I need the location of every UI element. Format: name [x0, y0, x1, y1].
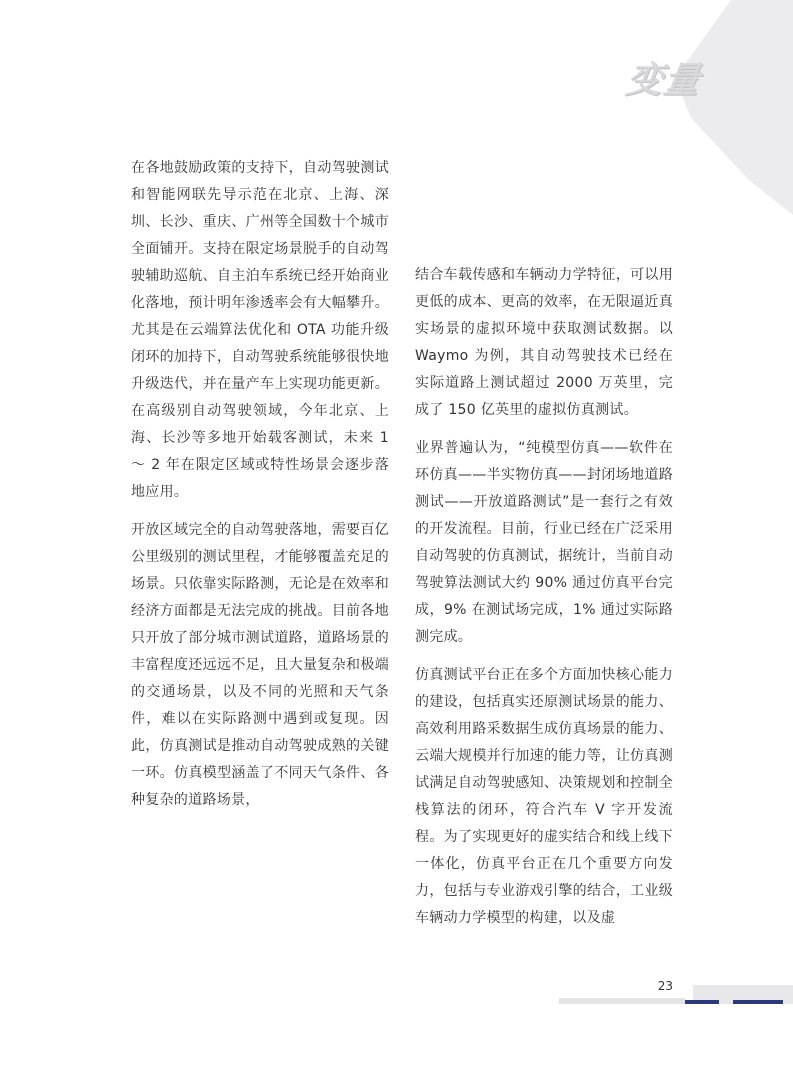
paragraph: 开放区域完全的自动驾驶落地，需要百亿公里级别的测试里程，才能够覆盖充足的场景。只依靠实际路测，无论是在效率和经济方面都是无法完成的挑战。目前各地只开放了部分城市测试道路，道路场景的丰富程度还远远不足，且大量复杂和极端的交通场景，以及不同的光照和天气条件，难以在实际路测中遇到或复现。因此，仿真测试是推动自动驾驶成熟的关键一环。仿真模型涵盖了不同天气条件、各种复杂的道路场景，: [131, 522, 389, 808]
right-column: [415, 262, 673, 943]
paragraph: 在各地鼓励政策的支持下，自动驾驶测试和智能网联先导示范在北京、上海、深圳、长沙、重庆、广州等全国数十个城市全面铺开。支持在限定场景脱手的自动驾驶辅助巡航、自主泊车系统已经开始商业化落地，预计明年渗透率会有大幅攀升。尤其是在云端算法优化和 OTA 功能升级闭环的加持下，自动驾驶系统能够很快地升级迭代，并在量产车上实现功能更新。在高级别自动驾驶领域，今年北京、上海、长沙等多地开始载客测试，未来 1 ～ 2 年在限定区域或特性场景会逐步落地应用。: [131, 160, 389, 500]
paragraph: 仿真测试平台正在多个方面加快核心能力的建设，包括真实还原测试场景的能力、高效利用路采数据生成仿真场景的能力、云端大规模并行加速的能力等，让仿真测试满足自动驾驶感知、决策规划和控制全栈算法的闭环，符合汽车 V 字开发流程。为了实现更好的虚实结合和线上线下一体化，仿真平台正在几个重要方向发力，包括与专业游戏引擎的结合，工业级车辆动力学模型的构建，以及虚: [415, 667, 673, 926]
paragraph: 结合车载传感和车辆动力学特征，可以用更低的成本、更高的效率，在无限逼近真实场景的虚拟环境中获取测试数据。以 Waymo 为例，其自动驾驶技术已经在实际道路上测试超过 2000 万英里，完成了 150 亿英里的虚拟仿真测试。: [415, 267, 673, 418]
left-column: [131, 155, 389, 825]
footer-divider-light: [559, 998, 685, 1004]
page-number: 23: [657, 979, 673, 993]
brand-logo: 变量: [623, 60, 704, 101]
corner-decoration: [653, 0, 793, 215]
footer-accent-bar: [733, 1000, 783, 1004]
paragraph: 业界普遍认为，“纯模型仿真——软件在环仿真——半实物仿真——封闭场地道路测试——开放道路测试”是一套行之有效的开发流程。目前，行业已经在广泛采用自动驾驶的仿真测试，据统计，当前自动驾驶算法测试大约 90% 通过仿真平台完成，9% 在测试场完成，1% 通过实际路测完成。: [415, 440, 673, 645]
footer-accent-bar: [685, 1000, 719, 1004]
